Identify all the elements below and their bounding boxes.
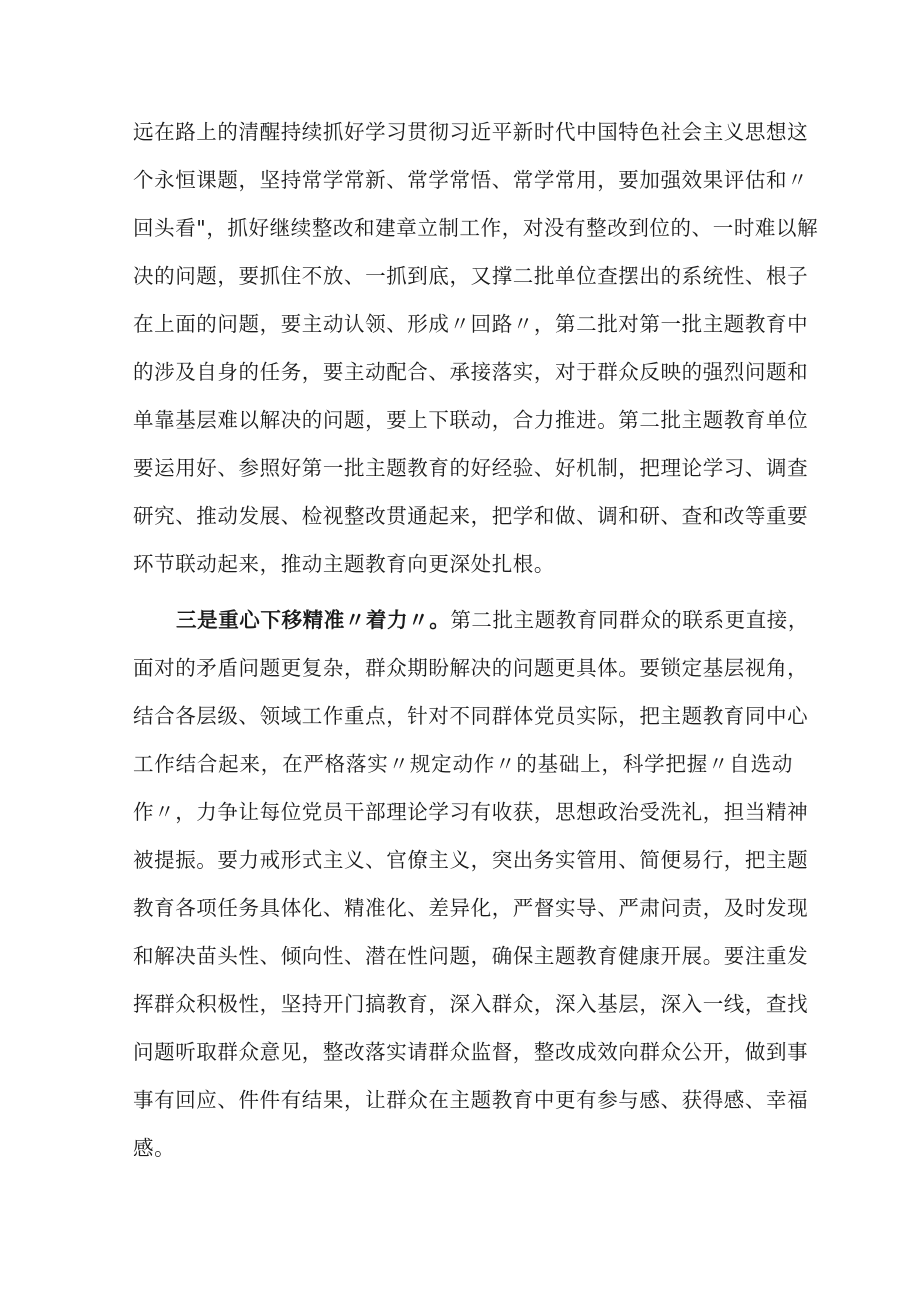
text-line: 感。 <box>133 1136 176 1160</box>
text-line: 研究、推动发展、检视整改贯通起来，把学和做、调和研、查和改等重要 <box>133 504 809 528</box>
text-line: 问题听取群众意见，整改落实请群众监督，整改成效向群众公开，做到事 <box>133 1040 809 1064</box>
text-line-first <box>176 603 810 637</box>
text-line: 工作结合起来，在严格落实〃规定动作〃的基础上，科学把握〃自选动 <box>133 752 793 776</box>
section-heading: 三是重心下移精准〃着力〃。 <box>176 608 451 632</box>
text-line: 事有回应、件件有结果，让群众在主题教育中更有参与感、获得感、幸福 <box>133 1088 809 1112</box>
text-line: 的涉及自身的任务，要主动配合、承接落实，对于群众反映的强烈问题和 <box>133 360 809 384</box>
text-line: 单靠基层难以解决的问题，要上下联动，合力推进。第二批主题教育单位 <box>133 408 809 432</box>
text-line: 面对的矛盾问题更复杂，群众期盼解决的问题更具体。要锁定基层视角， <box>133 656 809 680</box>
text-line: 挥群众积极性，坚持开门搞教育，深入群众，深入基层，深入一线，查找 <box>133 992 809 1016</box>
first-line-text: 第二批主题教育同群众的联系更直接， <box>450 608 810 632</box>
text-line: 结合各层级、领域工作重点，针对不同群体党员实际，把主题教育同中心 <box>133 704 809 728</box>
text-line: 被提振。要力戒形式主义、官僚主义，突出务实管用、简便易行，把主题 <box>133 848 809 872</box>
text-line: 回头看"，抓好继续整改和建章立制工作，对没有整改到位的、一时难以解 <box>133 216 819 240</box>
text-line: 决的问题，要抓住不放、一抓到底，又撑二批单位查摆出的系统性、根子 <box>133 264 809 288</box>
text-line: 作〃，力争让每位党员干部理论学习有收获，思想政治受洗礼，担当精神 <box>133 800 809 824</box>
text-line: 和解决苗头性、倾向性、潜在性问题，确保主题教育健康开展。要注重发 <box>133 944 809 968</box>
text-line: 教育各项任务具体化、精准化、差异化，严督实导、严肃问责，及时发现 <box>133 896 809 920</box>
text-line: 要运用好、参照好第一批主题教育的好经验、好机制，把理论学习、调查 <box>133 456 809 480</box>
text-line: 环节联动起来，推动主题教育向更深处扎根。 <box>133 552 555 576</box>
text-line: 在上面的问题，要主动认领、形成〃回路〃，第二批对第一批主题教育中 <box>133 312 809 336</box>
text-line: 远在路上的清醒持续抓好学习贯彻习近平新时代中国特色社会主义思想这 <box>133 120 809 144</box>
text-line: 个永恒课题，坚持常学常新、常学常悟、常学常用，要加强效果评估和〃 <box>133 168 809 192</box>
